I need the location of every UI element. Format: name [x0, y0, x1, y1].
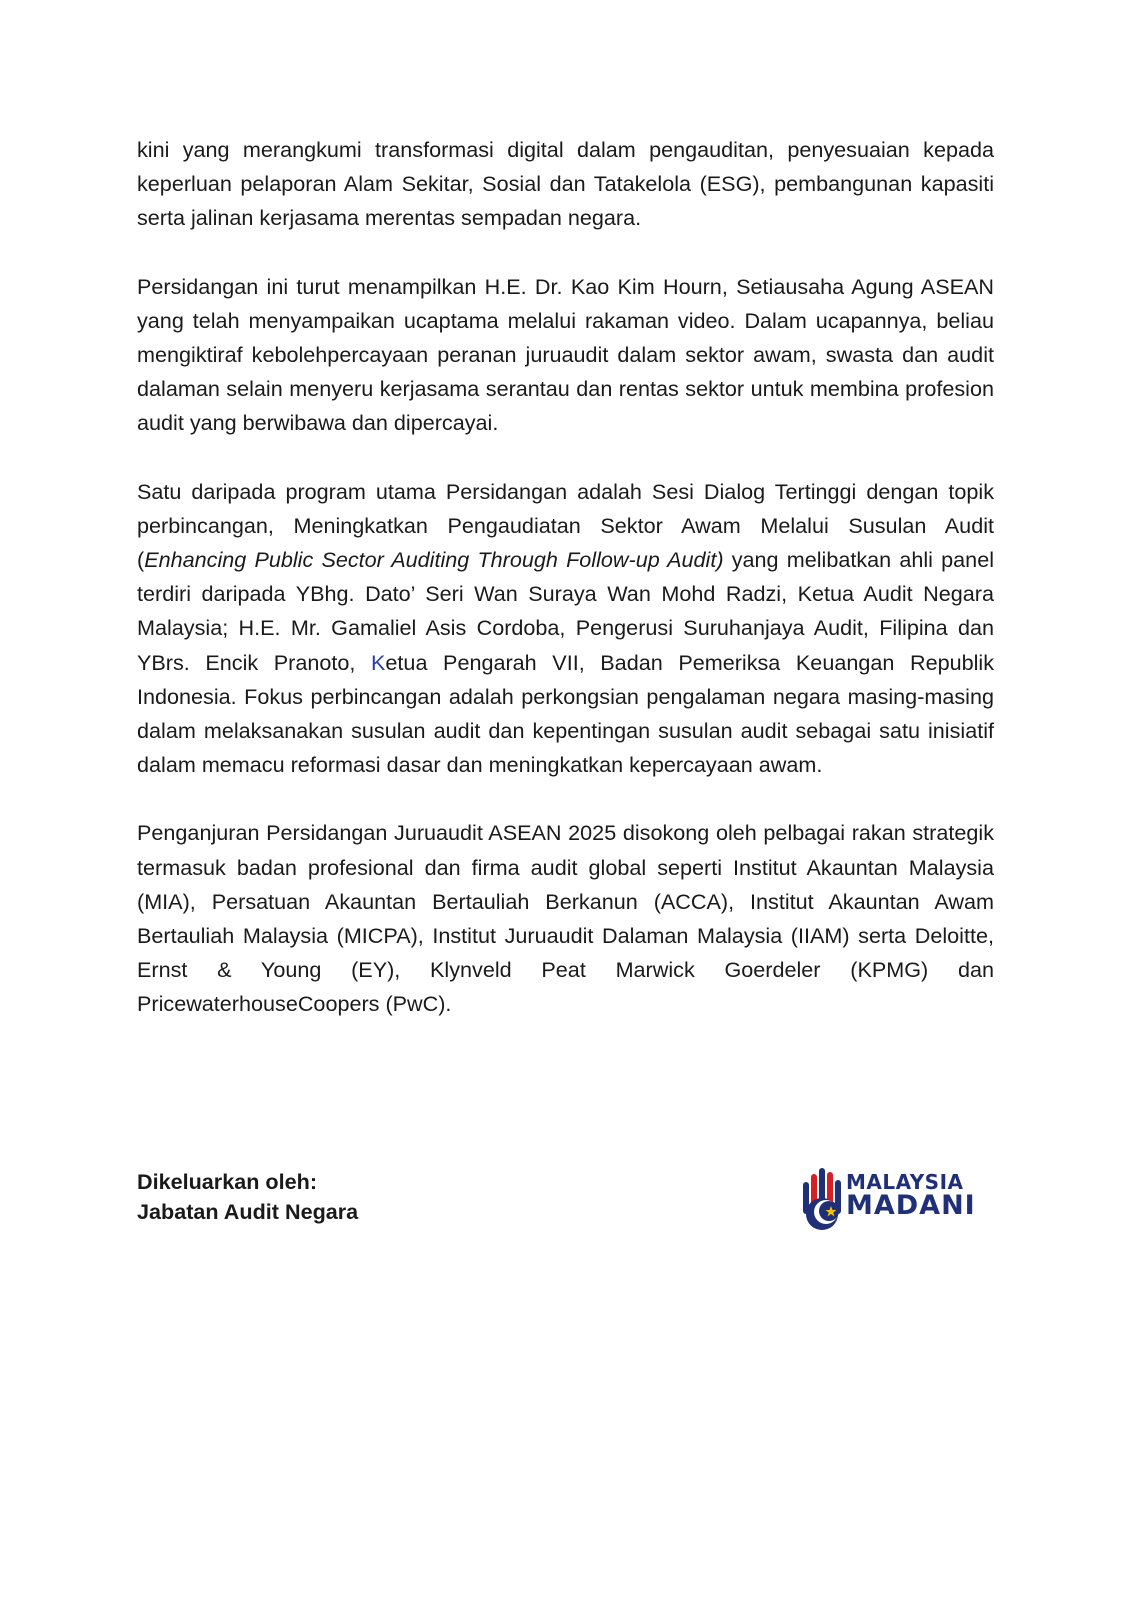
- issuer-label: Dikeluarkan oleh:: [137, 1169, 318, 1194]
- issuer-block: [137, 1167, 358, 1227]
- paragraph-3: [137, 475, 994, 783]
- malaysia-madani-logo: [800, 1162, 980, 1232]
- paragraph-3-text-b: yang melibatkan ahli panel terdiri daripada YBhg. Dato’ Seri Wan Suraya Wan Mohd Radzi, Ketua Audit Negara Malaysia; H.E. Mr. Gamaliel Asis Cordoba, Pengerusi Suruhanjaya Audit, Filipina dan YBrs. Encik Pranoto,: [137, 547, 994, 675]
- paragraph-1: kini yang merangkumi transformasi digital dalam pengauditan, penyesuaian kepada keperluan pelaporan Alam Sekitar, Sosial dan Tatakelola (ESG), pembangunan kapasiti serta jalinan kerjasama merentas sempadan negara.: [137, 137, 994, 231]
- paragraph-3-text-c: etua Pengarah VII, Badan Pemeriksa Keuangan Republik Indonesia. Fokus perbincangan adalah perkongsian pengalaman negara masing-masing dalam melaksanakan susulan audit dan kepentingan susulan audit sebagai satu inisiatif dalam memacu reformasi dasar dan meningkatkan kepercayaan awam.: [137, 649, 994, 778]
- paragraph-3-english-title: Enhancing Public Sector Auditing Through Follow-up Audit: [144, 547, 717, 573]
- press-release-body: [137, 133, 994, 1056]
- malaysia-madani-hand-icon: [800, 1162, 846, 1232]
- paragraph-2: Persidangan ini turut menampilkan H.E. Dr. Kao Kim Hourn, Setiausaha Agung ASEAN yang telah menyampaikan ucaptama melalui rakaman video. Dalam ucapannya, beliau mengiktiraf kebolehpercayaan peranan juruaudit dalam sektor awam, swasta dan audit dalaman selain menyeru kerjasama serantau dan rentas sektor untuk membina profesion audit yang berwibawa dan dipercayai.: [137, 273, 994, 436]
- issuer-name: Jabatan Audit Negara: [137, 1199, 359, 1224]
- paragraph-3-highlight-k: K: [371, 649, 386, 675]
- logo-text-malaysia: MALAYSIA: [846, 1170, 964, 1194]
- paragraph-3-paren: ): [716, 547, 724, 573]
- paragraph-3-text-a: Satu daripada program utama Persidangan adalah Sesi Dialog Tertinggi dengan topik perbincangan, Meningkatkan Pengaudiatan Sektor Awam Melalui Susulan Audit (: [137, 478, 994, 573]
- logo-text-madani: MADANI: [846, 1190, 976, 1221]
- paragraph-4: Penganjuran Persidangan Juruaudit ASEAN 2025 disokong oleh pelbagai rakan strategik termasuk badan profesional dan firma audit global seperti Institut Akauntan Malaysia (MIA), Persatuan Akauntan Bertauliah Berkanun (ACCA), Institut Akauntan Awam Bertauliah Malaysia (MICPA), Institut Juruaudit Dalaman Malaysia (IIAM) serta Deloitte, Ernst & Young (EY), Klynveld Peat Marwick Goerdeler (KPMG) dan PricewaterhouseCoopers (PwC).: [137, 820, 994, 1017]
